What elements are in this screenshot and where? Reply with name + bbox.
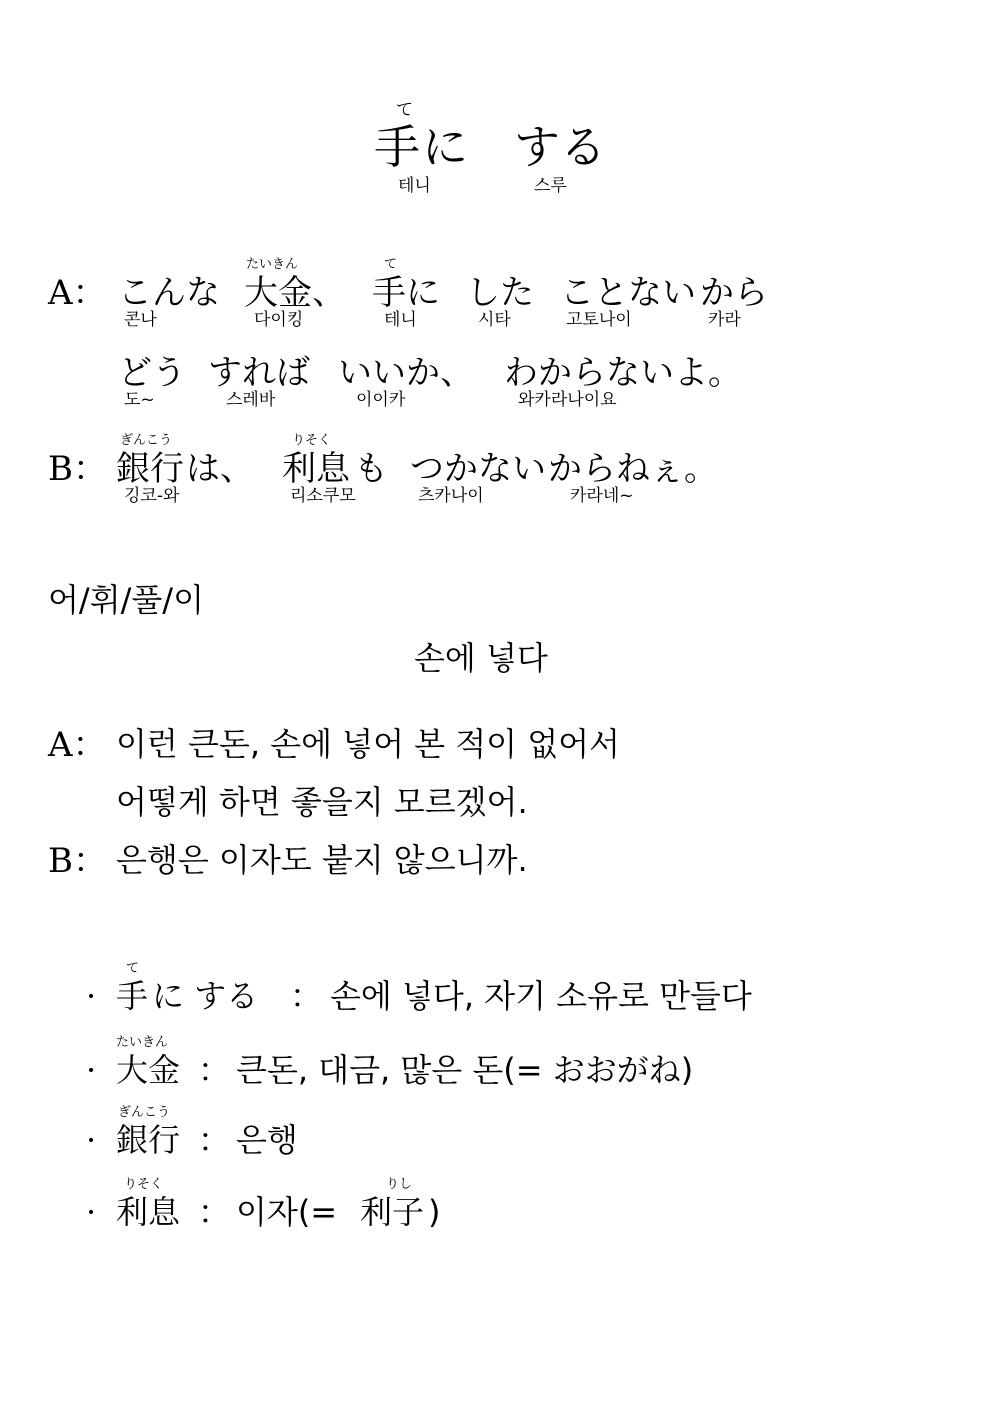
glossary-meaning: 은행 (236, 1121, 298, 1159)
glossary-term-rest: に する (152, 977, 259, 1015)
title-okurigana: に (422, 120, 468, 174)
word-tsukanai: つかない (410, 449, 546, 489)
word-iika: いいか、 (338, 353, 474, 393)
translation-b-label: B： (48, 841, 107, 881)
glossary-meaning-kanji: 利子 (360, 1193, 425, 1231)
speaker-a-label: A： (48, 273, 107, 313)
word-iika-reading: 이이카 (356, 390, 406, 410)
word-risoku-reading: 리소쿠모 (290, 486, 356, 506)
glossary-term-kanji: 銀行 (116, 1121, 181, 1159)
word-wakaranaiyo-reading: 와카라나이요 (518, 390, 617, 410)
word-taikin-kanji: 大金 (244, 273, 312, 313)
word-dou-reading: 도~ (124, 390, 155, 410)
glossary-bullet: · (86, 1193, 97, 1231)
word-ginkou-reading: 깅코-와 (124, 486, 180, 506)
translation-a-line-1: 이런 큰돈, 손에 넣어 본 적이 없어서 (116, 725, 620, 763)
word-risoku-kanji: 利息 (282, 449, 350, 489)
translation-a-line-2: 어떻게 하면 좋을지 모르겠어. (116, 783, 528, 821)
vocab-heading: 어/휘/풀/이 (48, 581, 204, 619)
word-teni-reading: 테니 (384, 310, 417, 330)
word-konna: こんな (118, 273, 220, 313)
word-dou: どう (118, 353, 186, 393)
word-ginkou-kanji: 銀行 (116, 449, 184, 489)
glossary-meaning-end: ) (428, 1193, 441, 1231)
glossary-separator: ： (290, 977, 323, 1015)
word-ginkou-particle: は、 (186, 449, 254, 489)
glossary-furigana: りそく (124, 1177, 164, 1192)
word-taikin-comma: 、 (312, 273, 346, 313)
glossary-bullet: · (86, 1051, 97, 1089)
word-kara-reading: 카라 (708, 310, 741, 330)
title-kr-reading-2: 스루 (534, 176, 567, 196)
glossary-separator: ： (198, 1051, 231, 1089)
word-ginkou-furigana: ぎんこう (120, 433, 173, 448)
glossary-bullet: · (86, 1121, 97, 1159)
translation-b-line-1: 은행은 이자도 붙지 않으니까. (116, 841, 528, 879)
translation-a-label: A： (48, 725, 107, 765)
glossary-meaning: 큰돈, 대금, 많은 돈(= おおがね) (236, 1051, 694, 1089)
title-kr-reading-1: 테니 (398, 176, 431, 196)
word-taikin-furigana: たいきん (246, 257, 299, 272)
word-teni-kanji: 手 (372, 273, 406, 313)
glossary-bullet: · (86, 977, 97, 1015)
word-wakaranaiyo: わからないよ。 (504, 353, 742, 393)
glossary-furigana: ぎんこう (118, 1105, 171, 1120)
word-taikin-reading: 다이킹 (254, 310, 304, 330)
glossary-meaning-furigana: りし (386, 1177, 413, 1192)
title-kanji: 手 (374, 120, 420, 174)
glossary-term-kanji: 利息 (116, 1193, 181, 1231)
title-kanji-reading: て (396, 100, 413, 120)
word-shita-reading: 시타 (478, 310, 511, 330)
word-kotonai-reading: 고토나이 (566, 310, 632, 330)
word-risoku-furigana: りそく (292, 433, 332, 448)
glossary-meaning: 손에 넣다, 자기 소유로 만들다 (330, 977, 752, 1015)
glossary-separator: ： (198, 1193, 231, 1231)
glossary-term-kanji: 大金 (116, 1051, 181, 1089)
word-kara: から (700, 273, 768, 313)
glossary-furigana: たいきん (116, 1035, 169, 1050)
word-karanee-reading: 카라네~ (570, 486, 634, 506)
word-teni-okurigana: に (406, 273, 440, 313)
expression-meaning: 손에 넣다 (414, 639, 548, 677)
word-teni-furigana: て (384, 257, 398, 272)
title-verb: する (514, 120, 606, 174)
glossary-separator: ： (198, 1121, 231, 1159)
glossary-term-kanji: 手 (116, 977, 149, 1015)
glossary-meaning: 이자(= (236, 1193, 338, 1231)
word-shita: した (466, 273, 534, 313)
word-kotonai: ことない (560, 273, 696, 313)
word-sureba: すれば (208, 353, 310, 393)
glossary-furigana: て (126, 961, 140, 976)
speaker-b-label: B： (48, 449, 107, 489)
word-karanee: からねぇ。 (548, 449, 718, 489)
word-risoku-particle: も (354, 449, 388, 489)
word-sureba-reading: 스레바 (226, 390, 276, 410)
word-tsukanai-reading: 츠카나이 (418, 486, 484, 506)
word-konna-reading: 콘나 (124, 310, 157, 330)
